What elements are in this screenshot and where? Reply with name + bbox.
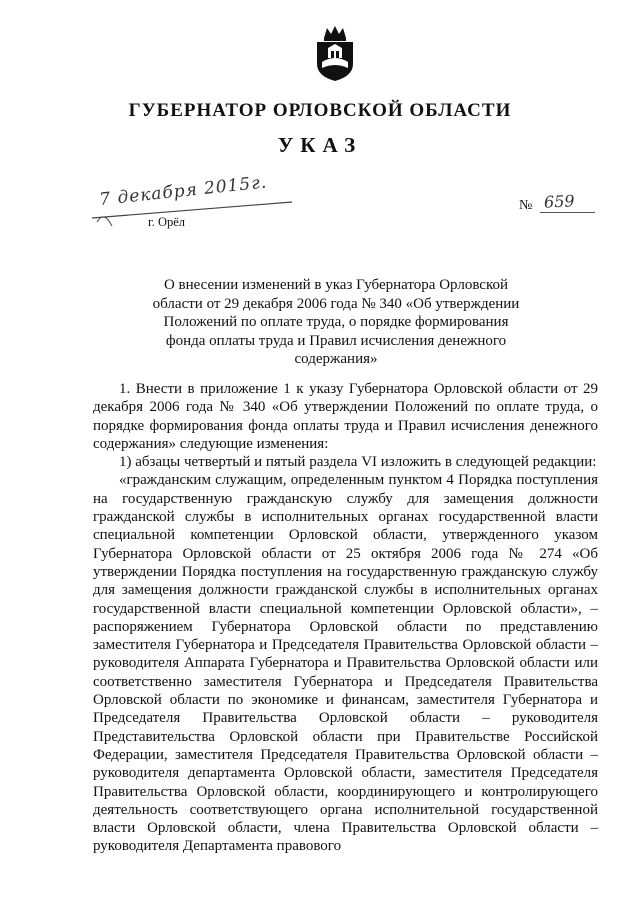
decree-subject: О внесении изменений в указ Губернатора Орловской области от 29 декабря 2006 года № 340 «Об утверждении Положений по оплате труда, о порядке формирования фонда оплаты труда и Правил исчисления денежного содержания» [152, 277, 520, 367]
paragraph: 1) абзацы четвертый и пятый раздела VI изложить в следующей редакции: [119, 454, 597, 471]
number-line [540, 212, 595, 213]
handwritten-number: 659 [543, 191, 576, 212]
document-type: УКАЗ [277, 133, 363, 157]
coat-of-arms-icon [314, 24, 356, 82]
issue-city: г. Орёл [148, 215, 186, 229]
handwritten-date: 7 декабря 2015г. [98, 172, 269, 210]
paragraph: 1. Внести в приложение 1 к указу Губернатора Орловской области от 29 декабря 2006 года № 340 «Об утверждении Положений по оплате труда, о порядке формирования фонда оплаты труда и Правил исчисления денежного содержания» следующие изменения: [93, 381, 598, 452]
decree-body [93, 380, 598, 856]
issuing-authority: ГУБЕРНАТОР ОРЛОВСКОЙ ОБЛАСТИ [128, 100, 512, 121]
number-sign: № [519, 198, 533, 213]
paragraph: «гражданским служащим, определенным пунктом 4 Порядка поступления на государственную гражданскую службу для замещения должности гражданской службы в исполнительных органах государственной власти специальной компетенции Орловской области, утвержденного указом Губернатора Орловской области от 25 октября 2006 года № 274 «Об утверждении Порядка поступления на государственную гражданскую службу для замещения должности гражданской службы в исполнительных органах государственной власти специальной компетенции Орловской области», – распоряжением Губернатора Орловской области по представлению заместителя Губернатора и Председателя Правительства Орловской области – руководителя Аппарата Губернатора и Правительства Орловской области или соответственно заместителя Губернатора и Председателя Правительства Орловской области по экономике и финансам, заместителя Губернатора и Председателя Правительства Орловской области – руководителя Представительства Орловской области при Правительстве Российской Федерации, заместителя Председателя Правительства Орловской области – руководителя департамента Орловской области, заместителя Председателя Правительства Орловской области, координирующего и контролирующего деятельность соответствующего органа исполнительной государственной власти Орловской области, члена Правительства Орловской области – руководителя Департамента правового [93, 472, 598, 855]
